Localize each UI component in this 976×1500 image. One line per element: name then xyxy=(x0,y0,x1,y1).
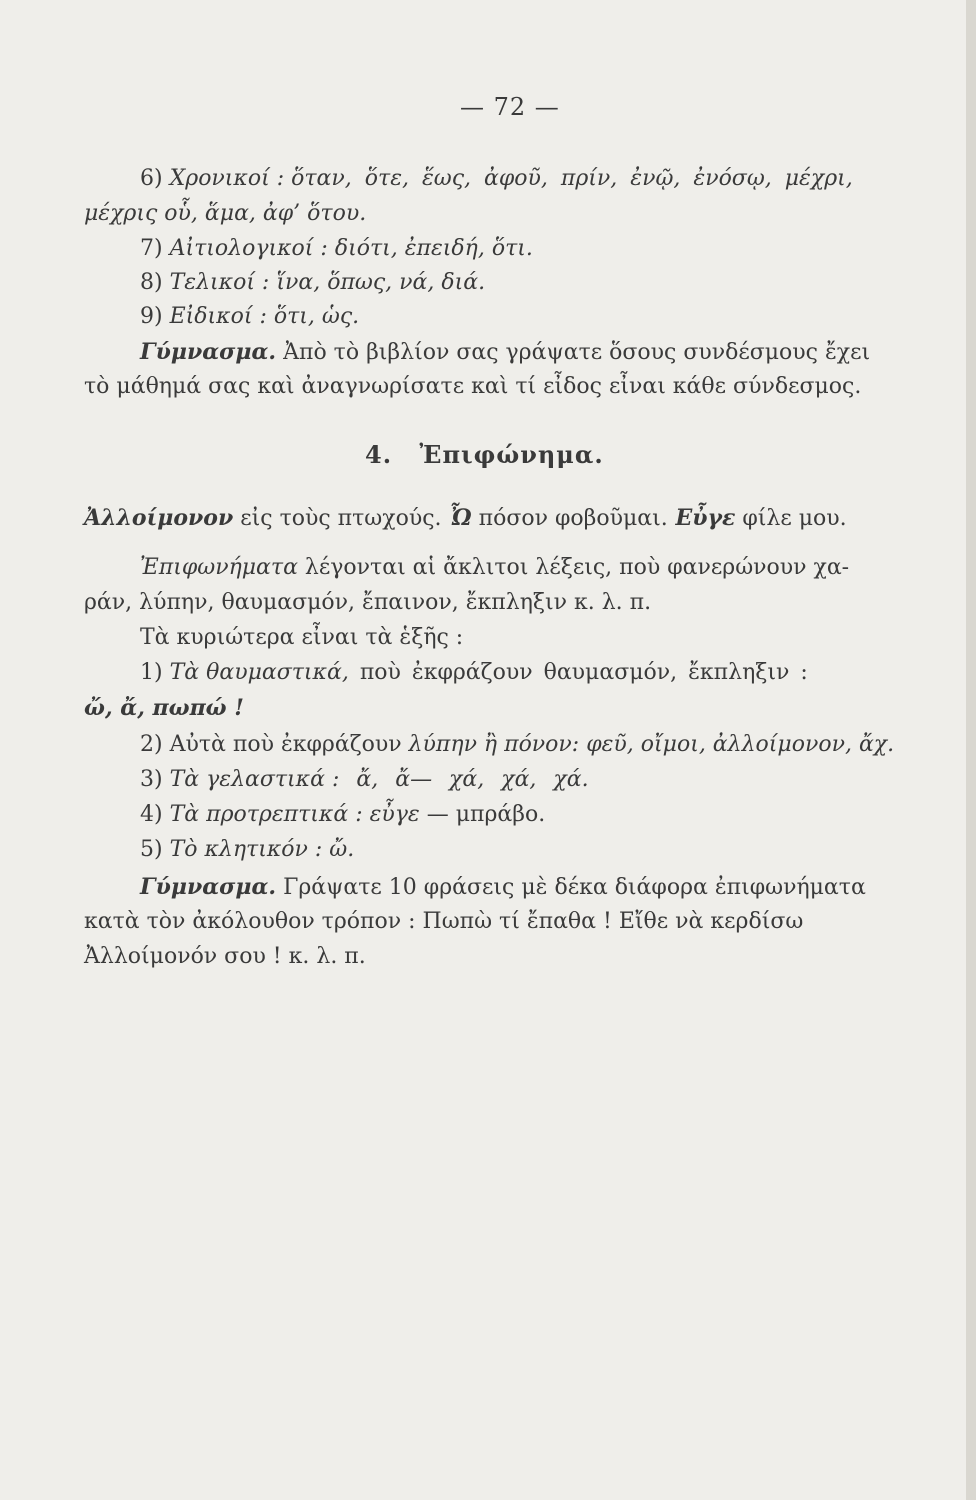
definition-text-line: ράν, λύπην, θαυμασμόν, ἔπαινον, ἔκπληξιν κ. λ. π. xyxy=(84,590,652,615)
list-item xyxy=(140,835,354,865)
item-number: 7) xyxy=(140,236,163,261)
list-item xyxy=(140,730,894,760)
item-label: Τὰ γελαστικά : xyxy=(169,767,340,792)
exercise-text: Γράψατε 10 φράσεις μὲ δέκα διάφορα ἐπιφωνήματα xyxy=(276,875,866,900)
item-text: ἄ, ἄ— χά, χά, χά. xyxy=(339,767,589,792)
item-label: Τὰ προτρεπτικά : xyxy=(169,802,363,827)
exercise-text: Ἀπὸ τὸ βιβλίον σας γράψατε ὅσους συνδέσμους ἔχει xyxy=(283,340,871,365)
item-label: λύπην ἢ πόνον: xyxy=(408,732,580,757)
definition-text: λέγονται αἱ ἄκλιτοι λέξεις, ποὺ φανερώνουν χα- xyxy=(297,555,850,580)
item-label: Τὰ θαυμαστικά, xyxy=(169,660,349,685)
item-words: ὤ. xyxy=(322,837,355,862)
item-label: Τὸ κλητικόν : xyxy=(169,837,323,862)
item-text: ὅταν, ὅτε, ἕως, ἀφοῦ, πρίν, ἐνῷ, ἐνόσῳ, μέχρι, xyxy=(291,166,853,191)
list-item xyxy=(140,658,808,688)
list-item-continuation: ὤ, ἄ, πωπώ ! xyxy=(84,695,244,721)
item-text: ὅτι, ὡς. xyxy=(273,304,360,329)
item-number: 2) xyxy=(140,732,163,757)
example-text: φίλε μου. xyxy=(735,506,847,531)
item-number: 4) xyxy=(140,802,163,827)
exercise-paragraph xyxy=(140,872,866,903)
exercise-text-line: Ἀλλοίμονόν σου ! κ. λ. π. xyxy=(84,944,366,969)
example-word: Εὖγε xyxy=(667,505,736,531)
exercise-text-line: κατὰ τὸν ἀκόλουθον τρόπον : Πωπὼ τί ἔπαθα ! Εἴθε νὰ κερδίσω xyxy=(84,909,804,934)
example-text: εἰς τοὺς πτωχούς. xyxy=(233,506,442,531)
definition-paragraph xyxy=(140,553,849,583)
item-label: Εἰδικοί : xyxy=(169,304,267,329)
item-number: 9) xyxy=(140,304,163,329)
item-label: Τελικοί : xyxy=(169,270,270,295)
page-edge-shadow xyxy=(966,0,976,1500)
section-title: Ἐπιφώνημα. xyxy=(419,440,604,469)
item-number: 5) xyxy=(140,837,163,862)
definition-text-line: Τὰ κυριώτερα εἶναι τὰ ἑξῆς : xyxy=(140,625,464,650)
exercise-label: Γύμνασμα. xyxy=(140,874,277,900)
examples-line xyxy=(84,503,847,534)
exercise-label: Γύμνασμα. xyxy=(140,339,277,365)
item-text: διότι, ἐπειδή, ὅτι. xyxy=(334,236,533,261)
list-item xyxy=(140,800,545,830)
list-item xyxy=(140,234,533,264)
list-item xyxy=(140,164,853,194)
list-item xyxy=(140,302,359,332)
section-heading xyxy=(365,440,604,470)
list-item-continuation: μέχρις οὗ, ἅμα, ἀφ’ ὅτου. xyxy=(84,201,367,226)
item-text: ἵνα, ὅπως, νά, διά. xyxy=(276,270,486,295)
item-number: 6) xyxy=(140,166,163,191)
exercise-text-line: τὸ μάθημά σας καὶ ἀναγνωρίσατε καὶ τί εἶδος εἶναι κάθε σύνδεσμος. xyxy=(84,374,862,399)
item-words: φεῦ, οἴμοι, ἀλλοίμονον, ἄχ. xyxy=(579,732,895,757)
list-item xyxy=(140,268,485,298)
item-number: 3) xyxy=(140,767,163,792)
item-number: 1) xyxy=(140,660,163,685)
list-item xyxy=(140,765,589,795)
exercise-paragraph xyxy=(140,337,870,368)
page-number: — 72 — xyxy=(460,93,560,121)
item-text: — μπράβο. xyxy=(419,802,546,827)
item-text: ποὺ ἐκφράζουν θαυμασμόν, ἔκπληξιν : xyxy=(348,660,808,685)
example-word: Ἀλλοίμονον xyxy=(84,505,234,531)
item-label: Αἰτιολογικοί : xyxy=(169,236,328,261)
definition-term: Ἐπιφωνήματα xyxy=(140,555,298,580)
example-word: Ὦ xyxy=(441,505,472,531)
item-number: 8) xyxy=(140,270,163,295)
item-text: Αὐτὰ ποὺ ἐκφράζουν xyxy=(169,732,409,757)
section-number: 4. xyxy=(365,440,393,469)
item-label: Χρονικοί : xyxy=(169,166,285,191)
example-text: πόσον φοβοῦμαι. xyxy=(471,506,668,531)
item-words: εὖγε xyxy=(362,802,420,827)
